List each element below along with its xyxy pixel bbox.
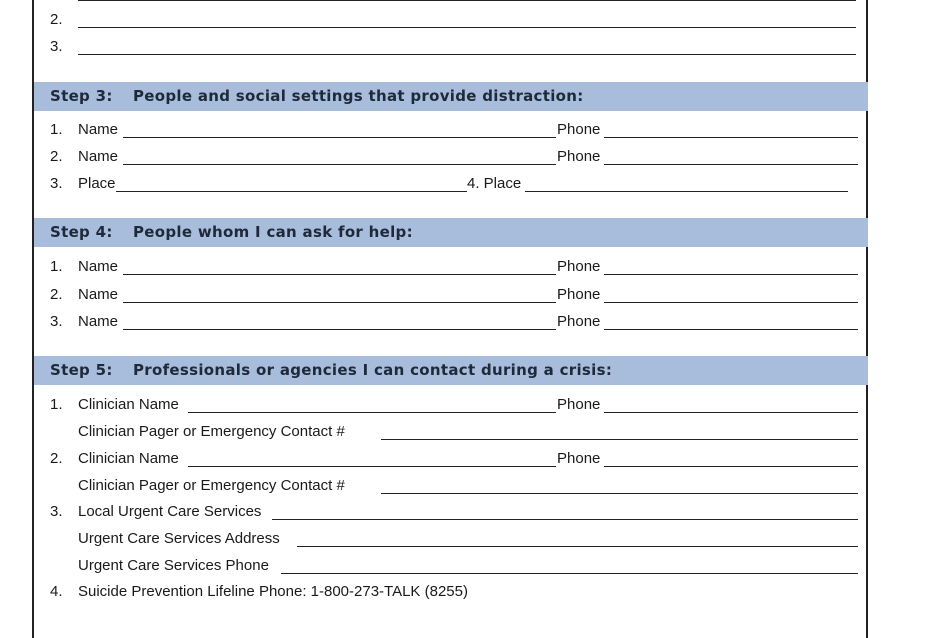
phone-field[interactable] bbox=[604, 329, 858, 330]
item-number: 1. bbox=[50, 258, 63, 275]
field-label: Phone bbox=[557, 258, 601, 275]
phone-field[interactable] bbox=[604, 466, 858, 467]
name-field[interactable] bbox=[123, 164, 556, 165]
field-label: Urgent Care Services Address bbox=[78, 530, 280, 547]
field-label: Place bbox=[78, 175, 116, 192]
name-field[interactable] bbox=[123, 302, 556, 303]
item-number: 4. bbox=[50, 583, 63, 600]
phone-field[interactable] bbox=[604, 412, 858, 413]
name-field[interactable] bbox=[123, 329, 556, 330]
field-label: Phone bbox=[557, 450, 601, 467]
place-field[interactable] bbox=[116, 191, 467, 192]
field-label: Name bbox=[78, 121, 119, 138]
name-field[interactable] bbox=[123, 274, 556, 275]
urgent-care-field[interactable] bbox=[272, 519, 858, 520]
blank-line[interactable] bbox=[78, 54, 856, 55]
field-label: Phone bbox=[557, 121, 601, 138]
item-number: 3. bbox=[50, 503, 63, 520]
step-5-header bbox=[34, 356, 868, 385]
field-label: Phone bbox=[557, 148, 601, 165]
field-label: Phone bbox=[557, 286, 601, 303]
item-number: 1. bbox=[50, 396, 63, 413]
field-label: Local Urgent Care Services bbox=[78, 503, 262, 520]
item-number: 2. bbox=[50, 450, 63, 467]
field-label: Clinician Name bbox=[78, 450, 179, 467]
item-number: 3. bbox=[50, 313, 63, 330]
step-label: Step 5: bbox=[50, 361, 113, 379]
field-label: Clinician Pager or Emergency Contact # bbox=[78, 423, 345, 440]
blank-line[interactable] bbox=[78, 27, 856, 28]
step-title: People and social settings that provide distraction: bbox=[133, 87, 584, 105]
clinician-name-field[interactable] bbox=[188, 412, 556, 413]
field-label: Clinician Pager or Emergency Contact # bbox=[78, 477, 345, 494]
urgent-phone-field[interactable] bbox=[281, 573, 858, 574]
step-label: Step 3: bbox=[50, 87, 113, 105]
item-number: 2. bbox=[50, 286, 63, 303]
field-label: Name bbox=[78, 286, 119, 303]
step-title: Professionals or agencies I can contact during a crisis: bbox=[133, 361, 613, 379]
field-label: 4. Place bbox=[467, 175, 522, 192]
clinician-name-field[interactable] bbox=[188, 466, 556, 467]
pager-field[interactable] bbox=[381, 493, 858, 494]
address-field[interactable] bbox=[297, 546, 858, 547]
field-label: Name bbox=[78, 313, 119, 330]
item-number: 1. bbox=[50, 121, 63, 138]
step-3-header bbox=[34, 82, 868, 111]
field-label: Clinician Name bbox=[78, 396, 179, 413]
phone-field[interactable] bbox=[604, 137, 858, 138]
name-field[interactable] bbox=[123, 137, 556, 138]
field-label: Phone bbox=[557, 313, 601, 330]
phone-field[interactable] bbox=[604, 274, 858, 275]
place-field[interactable] bbox=[525, 191, 848, 192]
field-label: Name bbox=[78, 148, 119, 165]
field-label: Name bbox=[78, 258, 119, 275]
step-title: People whom I can ask for help: bbox=[133, 223, 413, 241]
blank-line bbox=[78, 0, 856, 1]
lifeline-text: Suicide Prevention Lifeline Phone: 1-800-273-TALK (8255) bbox=[78, 583, 468, 600]
item-number: 3. bbox=[50, 175, 63, 192]
field-label: Phone bbox=[557, 396, 601, 413]
phone-field[interactable] bbox=[604, 302, 858, 303]
item-number: 2. bbox=[50, 11, 63, 28]
pager-field[interactable] bbox=[381, 439, 858, 440]
step-4-header bbox=[34, 218, 868, 247]
item-number: 3. bbox=[50, 38, 63, 55]
field-label: Urgent Care Services Phone bbox=[78, 557, 269, 574]
step-label: Step 4: bbox=[50, 223, 113, 241]
phone-field[interactable] bbox=[604, 164, 858, 165]
item-number: 2. bbox=[50, 148, 63, 165]
